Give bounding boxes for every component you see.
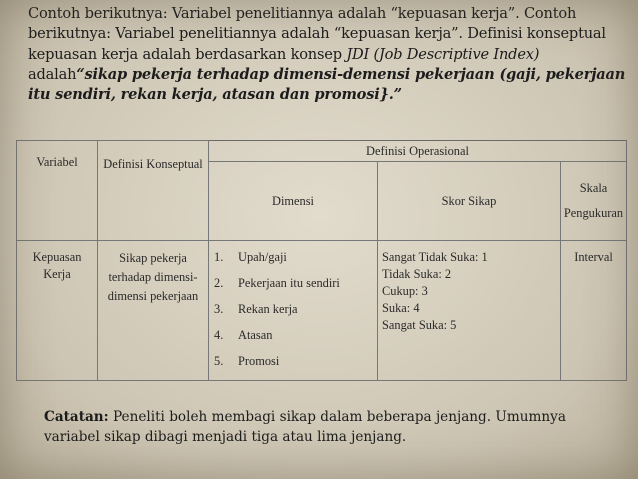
header-skala-pengukuran: Skala Pengukuran [561,162,627,241]
intro-mid: adalah [28,65,77,83]
header-skor-sikap: Skor Sikap [378,162,561,241]
note-label: Catatan: [44,409,109,425]
table-row [17,241,627,381]
header-variabel: Variabel [17,141,98,241]
list-item: 3. Rekan kerja [214,302,298,316]
intro-text: Contoh berikutnya: Variabel penelitiannya adalah “kepuasan kerja”. Contoh berikutnya: Variabel penelitiannya adalah “kepuasan kerja”. Definisi konseptual kepuasan kerja adalah berdasarkan konsep [28,5,606,63]
intro-italic-ref: JDI (Job Descriptive Index) [346,45,540,63]
list-item: 1. Upah/gaji [214,250,287,264]
dimensi-list [210,249,376,379]
skor-item: Sangat Tidak Suka: 1 [382,250,488,264]
header-definisi-operasional: Definisi Operasional [209,141,627,162]
list-item: 2. Pekerjaan itu sendiri [214,276,340,290]
operational-definition-table [16,140,627,381]
note-text: Peneliti boleh membagi sikap dalam beberapa jenjang. Umumnya variabel sikap dibagi menjadi tiga atau lima jenjang. [44,409,566,445]
note-paragraph [44,407,604,447]
cell-dimensi [209,241,378,381]
skor-item: Cukup: 3 [382,284,428,298]
skor-item: Sangat Suka: 5 [382,318,457,332]
header-definisi-konseptual: Definisi Konseptual [98,141,209,241]
skor-item: Tidak Suka: 2 [382,267,452,281]
cell-definisi-konseptual: Sikap pekerja terhadap dimensi-dimensi pekerjaan [98,241,209,381]
intro-bold-definition: “sikap pekerja terhadap dimensi-demensi pekerjaan (gaji, pekerjaan itu sendiri, rekan kerja, atasan dan promosi}.” [28,65,626,104]
list-item: 5. Promosi [214,354,280,368]
list-item: 4. Atasan [214,328,273,342]
header-dimensi: Dimensi [209,162,378,241]
cell-skor-sikap [378,241,561,381]
cell-variabel: Kepuasan Kerja [17,241,98,381]
intro-paragraph [28,4,628,105]
skor-item: Suka: 4 [382,301,420,315]
cell-skala: Interval [561,241,627,381]
